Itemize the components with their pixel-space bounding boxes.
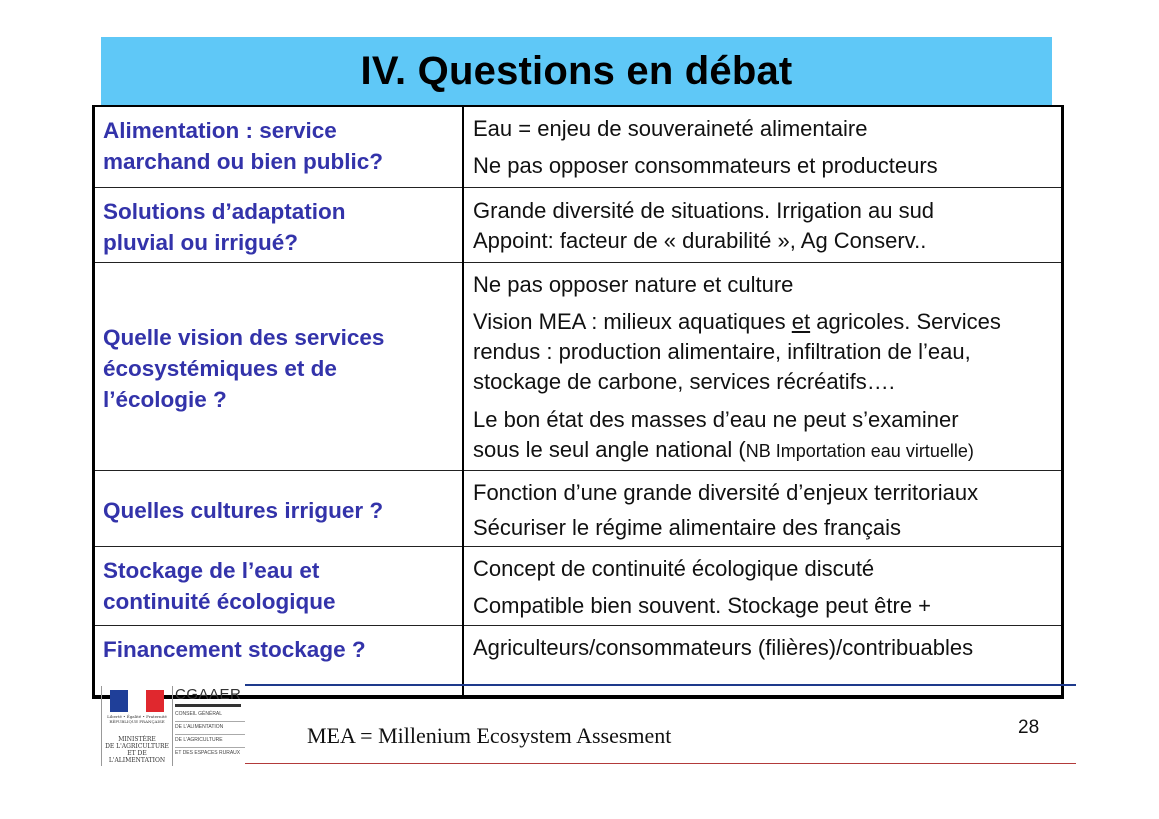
answer-text: Vision MEA : milieux aquatiques (473, 308, 792, 334)
cgaaer-bar (175, 704, 241, 707)
cgaaer-line: DE L'ALIMENTATION (175, 722, 245, 735)
answer-line: Le bon état des masses d’eau ne peut s’examiner (473, 406, 959, 432)
answer-cell (463, 470, 1061, 546)
ministry-name-line: MINISTÈRE (118, 736, 156, 743)
answer-line: Agriculteurs/consommateurs (filières)/contribuables (473, 634, 974, 660)
answer-line: stockage de carbone, services récréatifs…. (473, 368, 895, 394)
answer-cell (463, 107, 1061, 187)
ministry-name-line: ET DE (127, 750, 147, 757)
flag-red (146, 690, 164, 712)
answer-paragraph (473, 405, 1057, 466)
table-row (95, 546, 1061, 625)
question-cell (95, 470, 463, 546)
cgaaer-logo (175, 686, 245, 766)
ministry-name (104, 736, 170, 764)
questions-table (92, 105, 1064, 699)
answer-underlined: et (791, 308, 811, 334)
answer-text: sous le seul angle national ( (473, 436, 746, 462)
answer-line: Sécuriser le régime alimentaire des français (473, 514, 901, 540)
republic-motto: Liberté • Égalité • Fraternité RÉPUBLIQUE FRANÇAISE (107, 714, 167, 724)
answer-cell (463, 546, 1061, 625)
question-cell (95, 546, 463, 625)
question-line: Quelles cultures irriguer ? (103, 497, 384, 523)
question-line: Alimentation : service (103, 118, 337, 143)
answer-note: NB Importation eau virtuelle) (745, 440, 974, 461)
answer-cell (463, 187, 1061, 262)
question-cell (95, 187, 463, 262)
page-number: 28 (1018, 717, 1040, 738)
answer-cell (463, 262, 1061, 470)
table-row (95, 470, 1061, 546)
question-line: continuité écologique (103, 588, 336, 614)
flag-white (128, 690, 146, 712)
answer-line: Ne pas opposer consommateurs et producteurs (473, 153, 938, 178)
answer-line: Concept de continuité écologique discuté (473, 555, 875, 581)
answer-line: Eau = enjeu de souveraineté alimentaire (473, 116, 868, 141)
title-bar (101, 37, 1052, 105)
answer-line: Grande diversité de situations. Irrigation au sud (473, 197, 935, 223)
cgaaer-line: CONSEIL GÉNÉRAL (175, 709, 245, 722)
ministry-logo (101, 686, 173, 766)
flag-blue (110, 690, 128, 712)
answer-text: agricoles. Services (810, 308, 1001, 334)
cgaaer-line: ET DES ESPACES RURAUX (175, 750, 241, 756)
answer-line: Fonction d’une grande diversité d’enjeux territoriaux (473, 479, 979, 505)
question-cell (95, 262, 463, 470)
answer-line (473, 435, 1057, 466)
ministry-name-line: DE L'AGRICULTURE (105, 743, 169, 750)
question-line: Stockage de l’eau et (103, 557, 320, 583)
table-row (95, 262, 1061, 470)
cgaaer-title: CGAAER (175, 686, 242, 703)
answer-paragraph (473, 307, 1057, 397)
table-row (95, 187, 1061, 262)
ministry-name-line: L'ALIMENTATION (108, 757, 166, 764)
footer-divider-bottom (245, 763, 1076, 764)
answer-line: Compatible bien souvent. Stockage peut être + (473, 592, 932, 618)
french-flag-icon (110, 690, 164, 712)
answer-line: rendus : production alimentaire, infiltration de l’eau, (473, 338, 971, 364)
footnote: MEA = Millenium Ecosystem Assesment (307, 723, 672, 748)
question-line: marchand ou bien public? (103, 149, 384, 174)
question-line: Financement stockage ? (103, 636, 366, 662)
footer-divider-top (245, 684, 1076, 686)
answer-line: Ne pas opposer nature et culture (473, 271, 794, 297)
slide-title: IV. Questions en débat (360, 48, 793, 93)
cgaaer-line: DE L'AGRICULTURE (175, 735, 245, 748)
question-line: écosystémiques et de (103, 355, 337, 381)
answer-line (473, 307, 1057, 337)
question-line: Solutions d’adaptation (103, 198, 346, 224)
question-line: Quelle vision des services (103, 324, 385, 350)
question-line: l’écologie ? (103, 386, 227, 412)
question-cell (95, 107, 463, 187)
question-line: pluvial ou irrigué? (103, 229, 299, 255)
answer-line: Appoint: facteur de « durabilité », Ag Conserv.. (473, 227, 927, 253)
table-row (95, 107, 1061, 187)
